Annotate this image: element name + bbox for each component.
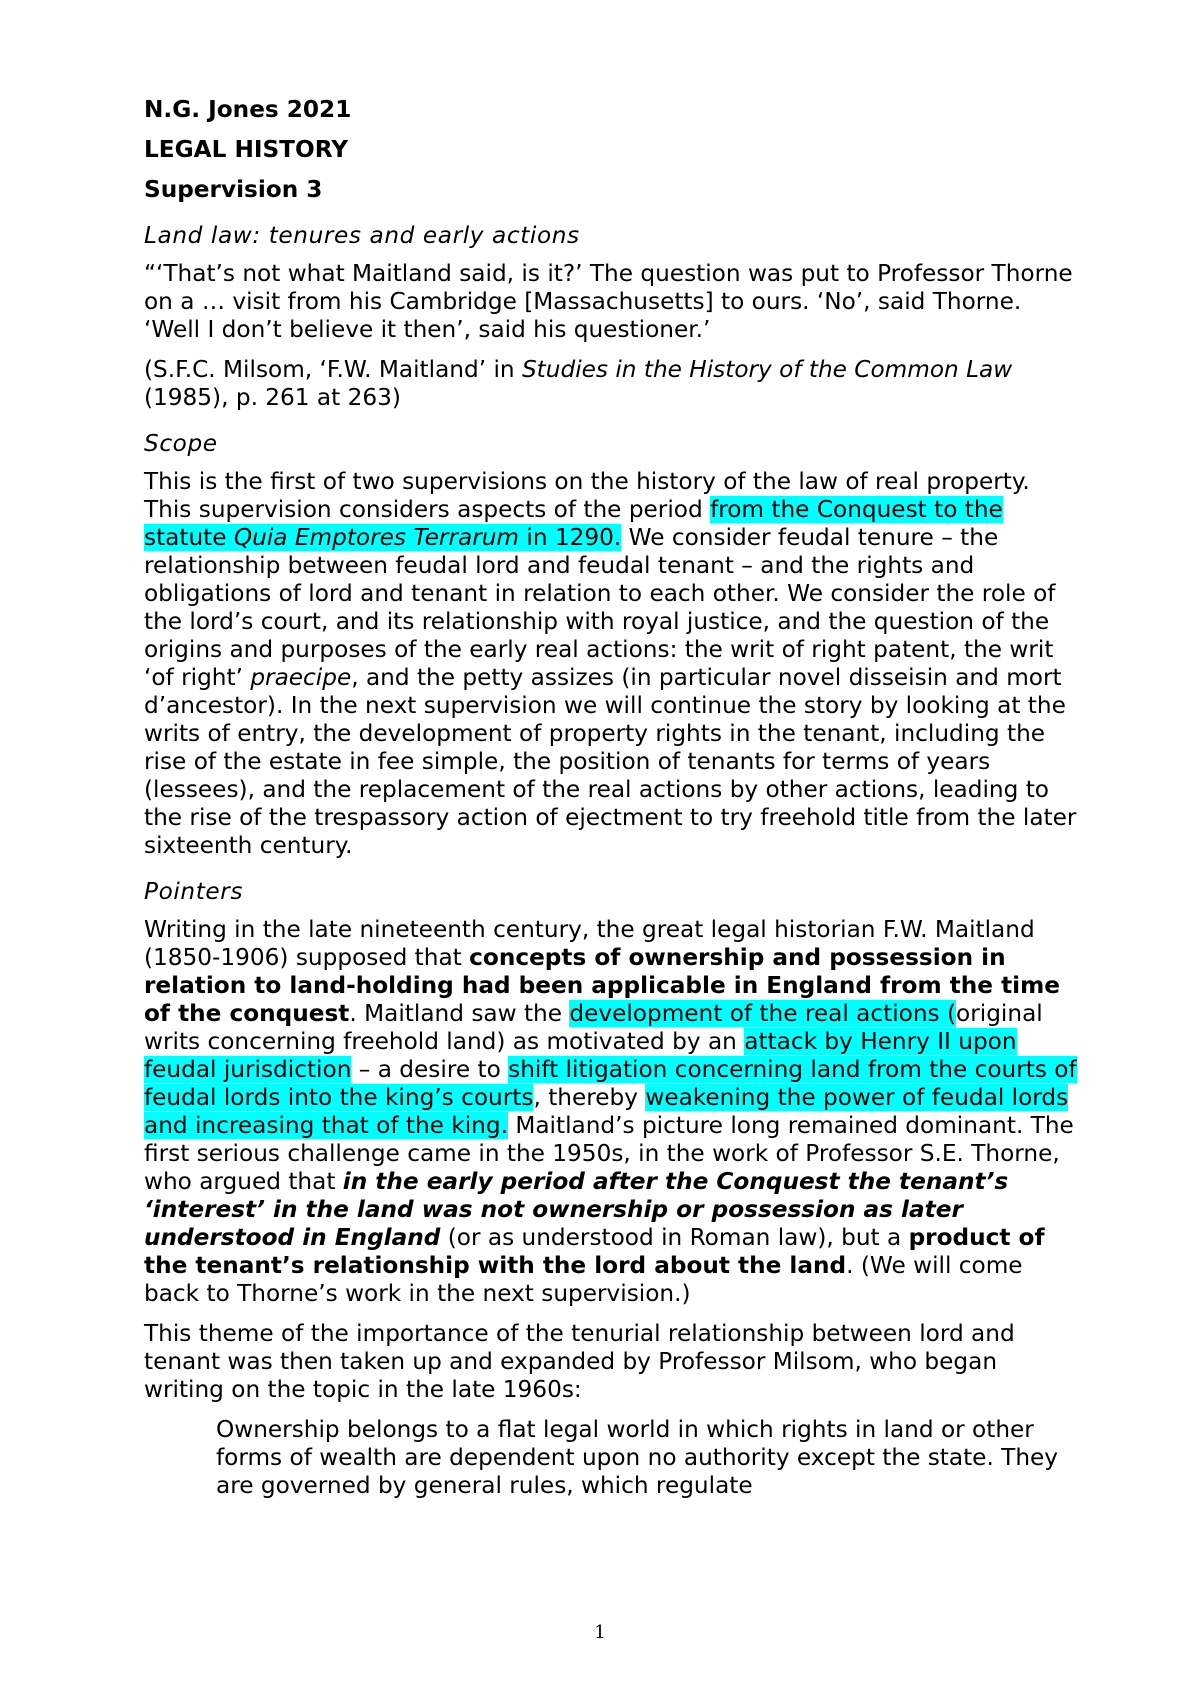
scope-text-3: , and the petty assizes (in particular novel disseisin and mort d’ancestor). In the next supervision we will continue the story by looking at the writs of entry, the development of property rights in the tenant, including the rise of the estate in fee simple, the position of tenants for terms of years (lessees), and the replacement of the real actions by other actions, leading to the rise of the trespassory action of ejectment to try freehold title from the later sixteenth century.: [144, 664, 1077, 859]
praecipe-term: praecipe: [250, 664, 352, 691]
scope-heading: Scope: [144, 430, 218, 457]
epigraph-citation: [144, 356, 1079, 412]
p1-bold-italic: in the early period after the Conquest the tenant’s ‘interest’ in the land was not ownership or possession as later understood in England: [144, 1168, 1009, 1251]
p1-bold-2: product of the tenant’s relationship with the lord about the land: [144, 1224, 1045, 1279]
p1-text-1: Writing in the late nineteenth century, the great legal historian F.W. Maitland (1850-1906) supposed that: [144, 916, 1035, 971]
course-title: LEGAL HISTORY: [144, 136, 349, 163]
supervision-title: Supervision 3: [144, 176, 323, 203]
highlight-real-actions: development of the real actions (: [569, 1000, 957, 1027]
p1-text-6: Maitland’s picture long remained dominant. The first serious challenge came in the 1950s, in the work of Professor S.E. Thorne, who argued that: [144, 1112, 1074, 1195]
p1-text-2: . Maitland saw the: [349, 1000, 570, 1027]
highlight-shift-litigation: shift litigation concerning land from the courts of feudal lords into the king’s courts: [144, 1056, 1077, 1111]
pointers-paragraph-2: This theme of the importance of the tenurial relationship between lord and tenant was then taken up and expanded by Professor Milsom, who began writing on the topic in the late 1960s:: [144, 1320, 1015, 1403]
highlight-henry-attack: attack by Henry II upon feudal jurisdiction: [144, 1028, 1017, 1083]
p1-text-8: . (We will come back to Thorne’s work in the next supervision.): [144, 1252, 1023, 1307]
scope-text-2: We consider feudal tenure – the relationship between feudal lord and feudal tenant – and the rights and obligations of lord and tenant in relation to each other. We consider the role of the lord’s court, and its relationship with royal justice, and the question of the origins and purposes of the early real actions: the writ of right patent, the writ ‘of right’: [144, 524, 1056, 691]
topic-heading: Land law: tenures and early actions: [144, 222, 580, 249]
document-body: [144, 96, 1079, 1500]
citation-suffix: (1985), p. 261 at 263): [144, 384, 401, 411]
author-year: N.G. Jones 2021: [144, 96, 352, 123]
citation-prefix: (S.F.C. Milsom, ‘F.W. Maitland’ in: [144, 356, 522, 383]
highlight-period-end: in 1290.: [519, 524, 622, 551]
pointers-paragraph-1: [144, 916, 1079, 1308]
scope-text-1: This is the first of two supervisions on the history of the law of real property. This supervision considers aspects of the period: [144, 468, 1030, 523]
statute-title: Quia Emptores Terrarum: [233, 524, 520, 551]
pointers-heading: Pointers: [144, 878, 244, 905]
milsom-quote: Ownership belongs to a flat legal world in which rights in land or other forms of wealth are dependent upon no authority except the state. They are governed by general rules, which regulate: [216, 1416, 1059, 1499]
page-number: 1: [594, 1622, 606, 1643]
scope-paragraph: [144, 468, 1079, 860]
citation-book-title: Studies in the History of the Common Law: [521, 356, 1013, 383]
epigraph-quote: “‘That’s not what Maitland said, is it?’ The question was put to Professor Thorne on a … visit from his Cambridge [Massachusetts] to ours. ‘No’, said Thorne. ‘Well I don’t believe it then’, said his questioner.’: [144, 260, 1073, 343]
p1-text-4: – a desire to: [351, 1056, 509, 1083]
p1-bold-1: concepts of ownership and possession in relation to land-holding had been applicable in England from the time of the conquest: [144, 944, 1060, 1027]
p1-text-3: original writs concerning freehold land) as motivated by an: [144, 1000, 1043, 1055]
p1-text-7: (or as understood in Roman law), but a: [440, 1224, 909, 1251]
p1-text-5: , thereby: [533, 1084, 646, 1111]
highlight-period-text: from the Conquest to the statute: [144, 496, 1003, 551]
highlight-weakening-lords: weakening the power of feudal lords and increasing that of the king.: [144, 1084, 1069, 1139]
